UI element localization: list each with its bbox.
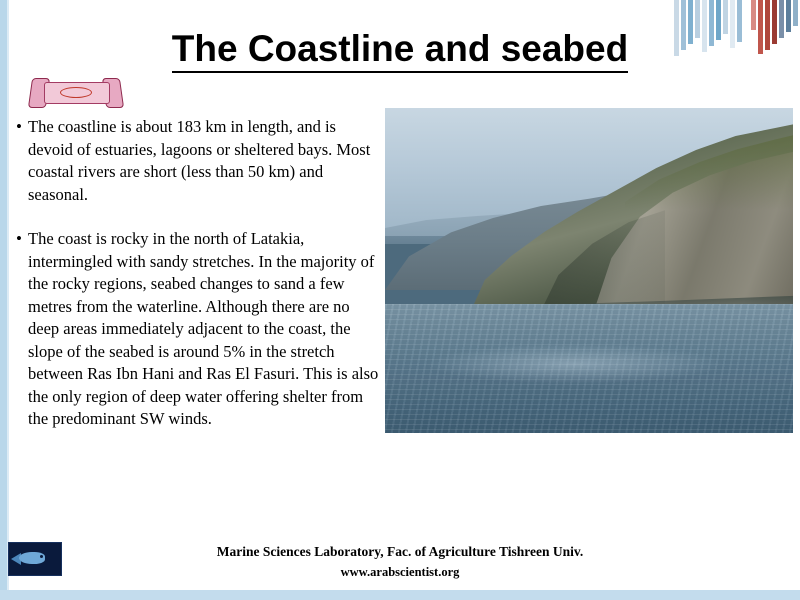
list-item <box>10 228 382 431</box>
decorative-stripe <box>751 0 756 30</box>
slide-footer <box>0 542 800 582</box>
bottom-edge-band <box>0 590 800 600</box>
scroll-ribbon-decoration-icon <box>30 78 122 106</box>
photo-sea-glint <box>425 344 725 384</box>
left-edge-band-inner <box>7 0 9 600</box>
decorative-stripe <box>793 0 798 26</box>
list-item <box>10 116 382 206</box>
body-text-column <box>10 116 382 453</box>
footer-line-2: www.arabscientist.org <box>340 565 460 579</box>
footer-line-1: Marine Sciences Laboratory, Fac. of Agriculture Tishreen Univ. <box>216 544 584 559</box>
page-title <box>0 28 800 70</box>
scroll-oval-icon <box>60 87 92 98</box>
bullet-text: The coastline is about 183 km in length, and is devoid of estuaries, lagoons or sheltered bays. Most coastal rivers are short (less than 50 km) and seasonal. <box>28 117 371 204</box>
bullet-marker-icon: • <box>16 229 22 248</box>
rocky-coastline-photo <box>385 108 793 433</box>
bullet-marker-icon: • <box>16 117 22 136</box>
left-edge-band <box>0 0 7 600</box>
page-title-text: The Coastline and seabed <box>172 28 628 73</box>
bullet-text: The coast is rocky in the north of Latakia, intermingled with sandy stretches. In the majority of the rocky regions, seabed changes to sand a few metres from the waterline. Although there are no deep areas immediately adjacent to the coast, the slope of the seabed is around 5% in the stretch between Ras Ibn Hani and Ras El Fasuri. This is also the only region of deep water offering shelter from the predominant SW winds. <box>28 229 379 428</box>
